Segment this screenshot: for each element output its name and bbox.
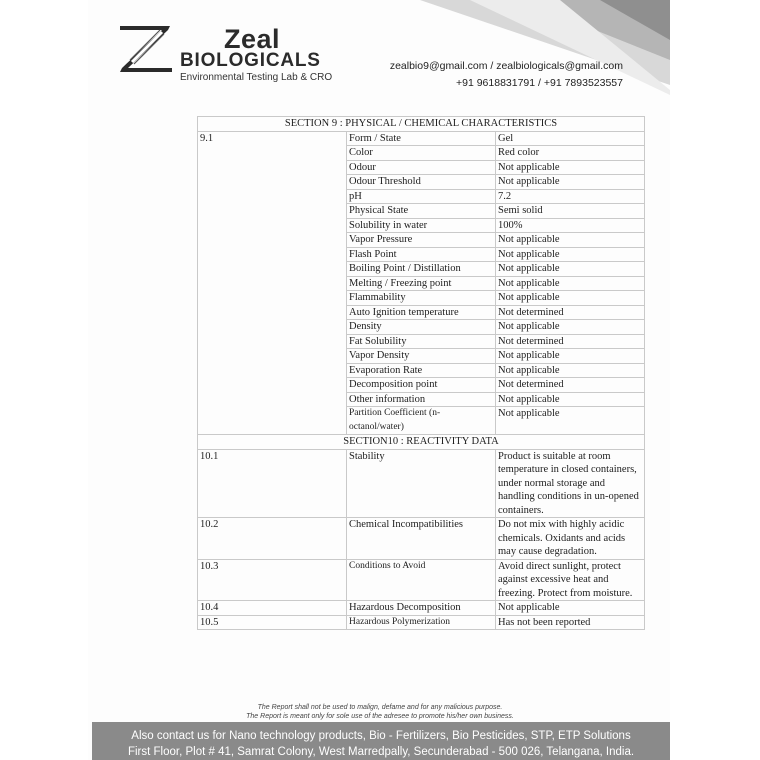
property-value: Not applicable [496, 363, 645, 378]
section-number: 9.1 [198, 131, 347, 435]
property-value: Red color [496, 146, 645, 161]
property-label: Vapor Density [347, 349, 496, 364]
property-value: 100% [496, 218, 645, 233]
property-value: Not applicable [496, 601, 645, 616]
property-label: Odour Threshold [347, 175, 496, 190]
property-value: Do not mix with highly acidic chemicals. Oxidants and acids may cause degradation. [496, 518, 645, 560]
property-label: Conditions to Avoid [347, 559, 496, 601]
property-value: Not applicable [496, 247, 645, 262]
property-value: Semi solid [496, 204, 645, 219]
property-value: Not applicable [496, 320, 645, 335]
property-value: Not applicable [496, 349, 645, 364]
footer-banner [92, 722, 670, 760]
property-label: Melting / Freezing point [347, 276, 496, 291]
property-label: Hazardous Polymerization [347, 615, 496, 630]
header-decoration [0, 0, 760, 110]
table-row [198, 615, 645, 630]
property-label: Flammability [347, 291, 496, 306]
tagline: Environmental Testing Lab & CRO [180, 72, 333, 83]
property-label: Partition Coefficient (n-octanol/water) [347, 407, 496, 435]
contact-emails: zealbio9@gmail.com / zealbiologicals@gmail.com [389, 60, 623, 72]
property-value: Has not been reported [496, 615, 645, 630]
property-label: Boiling Point / Distillation [347, 262, 496, 277]
property-label: Vapor Pressure [347, 233, 496, 248]
property-value: Not applicable [496, 233, 645, 248]
property-label: Density [347, 320, 496, 335]
contact-block [390, 58, 623, 92]
row-number: 10.5 [198, 615, 347, 630]
footer-line-1: Also contact us for Nano technology products, Bio - Fertilizers, Bio Pesticides, STP, ETP Solutions [131, 730, 631, 742]
property-label: pH [347, 189, 496, 204]
zeal-logo-icon [118, 22, 174, 74]
disclaimer-line-1: The Report shall not be used to malign, defame and for any malicious purpose. [257, 704, 503, 711]
section-header-row [198, 117, 645, 132]
section-header-row [198, 435, 645, 450]
property-label: Flash Point [347, 247, 496, 262]
property-value: Not applicable [496, 276, 645, 291]
brand-name: Zeal [224, 24, 281, 54]
property-label: Hazardous Decomposition [347, 601, 496, 616]
property-value: Not applicable [496, 392, 645, 407]
property-value: Not determined [496, 378, 645, 393]
property-value: Not applicable [496, 160, 645, 175]
property-label: Auto Ignition temperature [347, 305, 496, 320]
table-row [198, 601, 645, 616]
property-label: Decomposition point [347, 378, 496, 393]
row-number: 10.3 [198, 559, 347, 601]
table-row [198, 449, 645, 518]
disclaimer-line-2: The Report is meant only for sole use of the adresee to promote his/her own business. [246, 713, 514, 720]
table-row [198, 131, 645, 146]
property-value: Avoid direct sunlight, protect against excessive heat and freezing. Protect from moisture. [496, 559, 645, 601]
property-value: Not applicable [496, 407, 645, 435]
section-9-title: SECTION 9 : PHYSICAL / CHEMICAL CHARACTERISTICS [198, 117, 645, 132]
table-row [198, 559, 645, 601]
property-label: Physical State [347, 204, 496, 219]
property-label: Other information [347, 392, 496, 407]
property-value: 7.2 [496, 189, 645, 204]
property-label: Odour [347, 160, 496, 175]
row-number: 10.4 [198, 601, 347, 616]
property-value: Gel [496, 131, 645, 146]
footer-line-2: First Floor, Plot # 41, Samrat Colony, West Marredpally, Secunderabad - 500 026, Telangana, India. [127, 746, 635, 758]
property-value: Not applicable [496, 291, 645, 306]
property-value: Not determined [496, 334, 645, 349]
property-value: Not applicable [496, 262, 645, 277]
property-value: Not applicable [496, 175, 645, 190]
contact-phones: +91 9618831791 / +91 7893523557 [455, 77, 623, 89]
property-label: Fat Solubility [347, 334, 496, 349]
property-value: Not determined [496, 305, 645, 320]
row-number: 10.1 [198, 449, 347, 518]
sds-table [197, 116, 645, 630]
row-number: 10.2 [198, 518, 347, 560]
property-label: Form / State [347, 131, 496, 146]
property-label: Color [347, 146, 496, 161]
property-label: Evaporation Rate [347, 363, 496, 378]
property-label: Chemical Incompatibilities [347, 518, 496, 560]
property-label: Stability [347, 449, 496, 518]
property-value: Product is suitable at room temperature in closed containers, under normal storage and handling conditions in un-opened containers. [496, 449, 645, 518]
table-row [198, 518, 645, 560]
property-label: Solubility in water [347, 218, 496, 233]
section-10-title: SECTION10 : REACTIVITY DATA [198, 435, 645, 450]
brand-subname: BIOLOGICALS [180, 50, 321, 71]
